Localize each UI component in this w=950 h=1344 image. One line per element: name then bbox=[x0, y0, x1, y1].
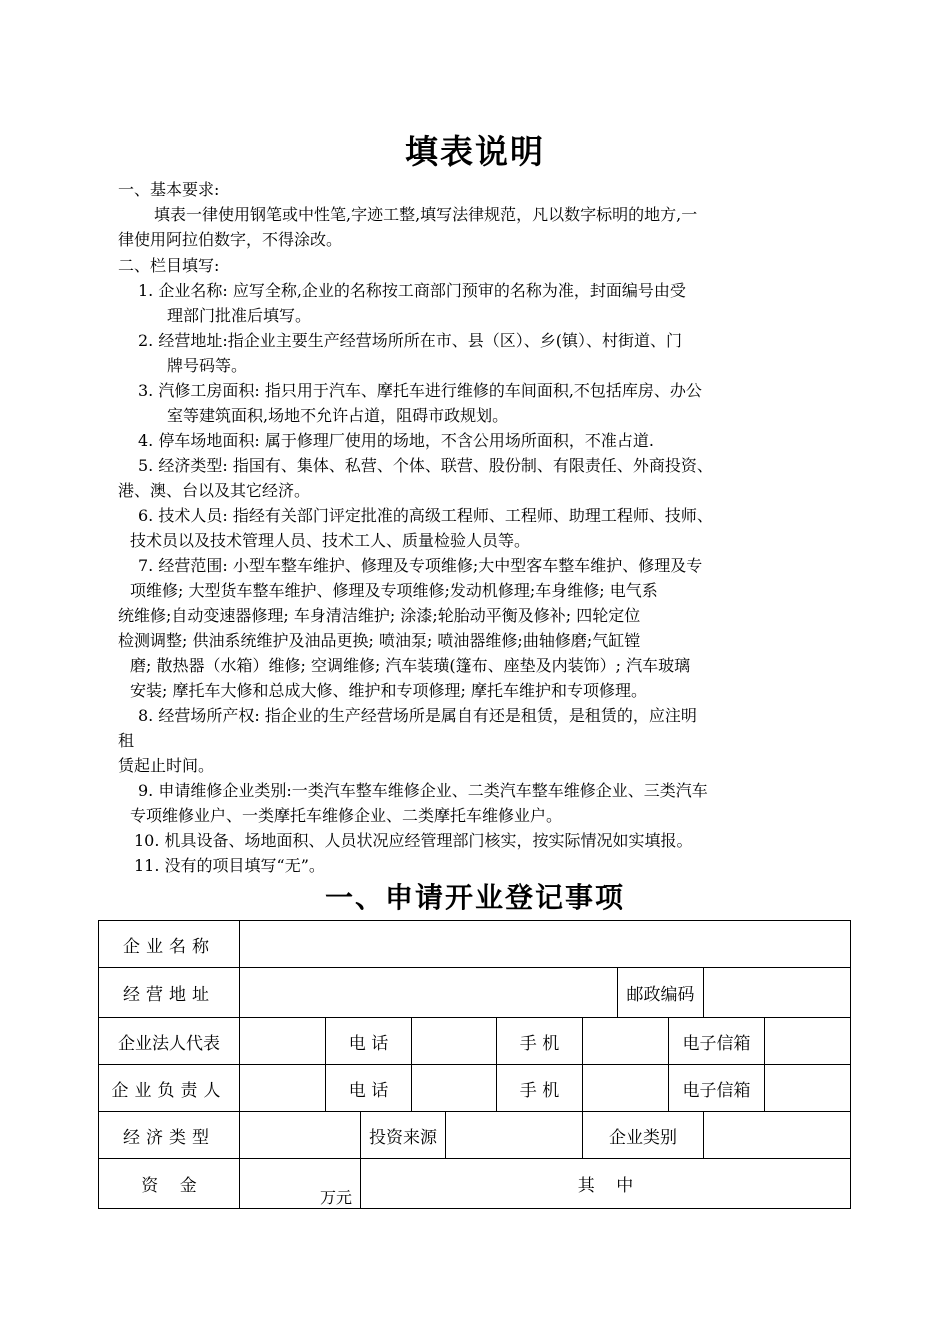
instruction-line: 4. 停车场地面积: 属于修理厂使用的场地，不含公用场所面积，不准占道. bbox=[138, 431, 654, 450]
phone-label: 电 话 bbox=[326, 1018, 412, 1065]
postcode-label: 邮政编码 bbox=[618, 968, 704, 1018]
enterprise-category-field[interactable] bbox=[704, 1112, 851, 1159]
instruction-line: 理部门批准后填写。 bbox=[167, 306, 312, 325]
investment-source-field[interactable] bbox=[446, 1112, 583, 1159]
instruction-line: 技术员以及技术管理人员、技术工人、质量检验人员等。 bbox=[130, 531, 531, 550]
instruction-line: 项维修; 大型货车整车维护、修理及专项维修;发动机修理;车身维修; 电气系 bbox=[130, 581, 658, 600]
instruction-line: 6. 技术人员: 指经有关部门评定批准的高级工程师、工程师、助理工程师、技师、 bbox=[138, 506, 713, 525]
legal-rep-field[interactable] bbox=[240, 1018, 326, 1065]
postcode-field[interactable] bbox=[704, 968, 851, 1018]
mobile-label: 手 机 bbox=[497, 1065, 583, 1112]
instruction-line: 检测调整; 供油系统维护及油品更换; 喷油泵; 喷油器维修;曲轴修磨;气缸镗 bbox=[118, 631, 641, 650]
table-row bbox=[99, 1065, 851, 1112]
instruction-line: 9. 申请维修企业类别:一类汽车整车维修企业、二类汽车整车维修企业、三类汽车 bbox=[138, 781, 708, 800]
instruction-line: 专项维修业户、一类摩托车维修企业、二类摩托车维修业户。 bbox=[130, 806, 563, 825]
table-row bbox=[99, 921, 851, 968]
instruction-line: 律使用阿拉伯数字，不得涂改。 bbox=[118, 230, 343, 249]
phone-label: 电 话 bbox=[326, 1065, 412, 1112]
capital-unit: 万元 bbox=[319, 1188, 352, 1207]
page-title: 填表说明 bbox=[405, 132, 545, 171]
instruction-line: 1. 企业名称: 应写全称,企业的名称按工商部门预审的名称为准，封面编号由受 bbox=[138, 281, 686, 300]
instruction-line: 11. 没有的项目填写“无”。 bbox=[134, 856, 325, 875]
instruction-line: 磨; 散热器（水箱）维修; 空调维修; 汽车装璜(篷布、座垫及内装饰）; 汽车玻璃 bbox=[130, 656, 691, 675]
mobile-label: 手 机 bbox=[497, 1018, 583, 1065]
table-row bbox=[99, 1159, 851, 1209]
legal-rep-label: 企业法人代表 bbox=[99, 1018, 240, 1065]
email-label: 电子信箱 bbox=[669, 1065, 765, 1112]
instruction-line: 港、澳、台以及其它经济。 bbox=[118, 481, 311, 500]
instruction-line: 3. 汽修工房面积: 指只用于汽车、摩托车进行维修的车间面积,不包括库房、办公 bbox=[138, 381, 702, 400]
registration-form-table bbox=[98, 920, 851, 1209]
email-label: 电子信箱 bbox=[669, 1018, 765, 1065]
among-label: 其 中 bbox=[361, 1159, 851, 1209]
table-row bbox=[99, 968, 851, 1018]
table-row bbox=[99, 1018, 851, 1065]
instruction-line: 租 bbox=[118, 731, 135, 750]
instruction-line: 一、基本要求: bbox=[118, 180, 220, 199]
instruction-line: 5. 经济类型: 指国有、集体、私营、个体、联营、股份制、有限责任、外商投资、 bbox=[138, 456, 713, 475]
instruction-line: 2. 经营地址:指企业主要生产经营场所所在市、县（区）、乡(镇）、村街道、门 bbox=[138, 331, 682, 350]
economic-type-field[interactable] bbox=[240, 1112, 361, 1159]
section-title: 一、申请开业登记事项 bbox=[324, 881, 625, 914]
enterprise-category-label: 企业类别 bbox=[583, 1112, 704, 1159]
instruction-line: 8. 经营场所产权: 指企业的生产经营场所是属自有还是租赁，是租赁的，应注明 bbox=[138, 706, 697, 725]
instruction-line: 牌号码等。 bbox=[167, 356, 248, 375]
instruction-line: 统维修;自动变速器修理; 车身清洁维护; 涂漆;轮胎动平衡及修补; 四轮定位 bbox=[118, 606, 641, 625]
address-label: 经营地址 bbox=[99, 968, 240, 1018]
economic-type-label: 经济类型 bbox=[99, 1112, 240, 1159]
instruction-line: 7. 经营范围: 小型车整车维护、修理及专项维修;大中型客车整车维护、修理及专 bbox=[138, 556, 703, 575]
person-in-charge-mobile-field[interactable] bbox=[583, 1065, 669, 1112]
legal-rep-phone-field[interactable] bbox=[412, 1018, 497, 1065]
instruction-line: 室等建筑面积,场地不允许占道，阻碍市政规划。 bbox=[167, 406, 509, 425]
person-in-charge-field[interactable] bbox=[240, 1065, 326, 1112]
instruction-line: 赁起止时间。 bbox=[118, 756, 215, 775]
instruction-line: 10. 机具设备、场地面积、人员状况应经管理部门核实，按实际情况如实填报。 bbox=[134, 831, 693, 850]
person-in-charge-label: 企业负责人 bbox=[99, 1065, 240, 1112]
legal-rep-email-field[interactable] bbox=[765, 1018, 851, 1065]
company-name-field[interactable] bbox=[240, 921, 851, 968]
instruction-line: 安装; 摩托车大修和总成大修、维护和专项修理; 摩托车维护和专项修理。 bbox=[130, 681, 647, 700]
capital-label: 资 金 bbox=[99, 1159, 240, 1209]
person-in-charge-email-field[interactable] bbox=[765, 1065, 851, 1112]
person-in-charge-phone-field[interactable] bbox=[412, 1065, 497, 1112]
company-name-label: 企业名称 bbox=[99, 921, 240, 968]
table-row bbox=[99, 1112, 851, 1159]
instruction-line: 填表一律使用钢笔或中性笔,字迹工整,填写法律规范，凡以数字标明的地方,一 bbox=[154, 205, 698, 224]
instruction-line: 二、栏目填写: bbox=[118, 256, 220, 275]
address-field[interactable] bbox=[240, 968, 618, 1018]
capital-field[interactable] bbox=[240, 1159, 361, 1209]
legal-rep-mobile-field[interactable] bbox=[583, 1018, 669, 1065]
investment-source-label: 投资来源 bbox=[361, 1112, 446, 1159]
